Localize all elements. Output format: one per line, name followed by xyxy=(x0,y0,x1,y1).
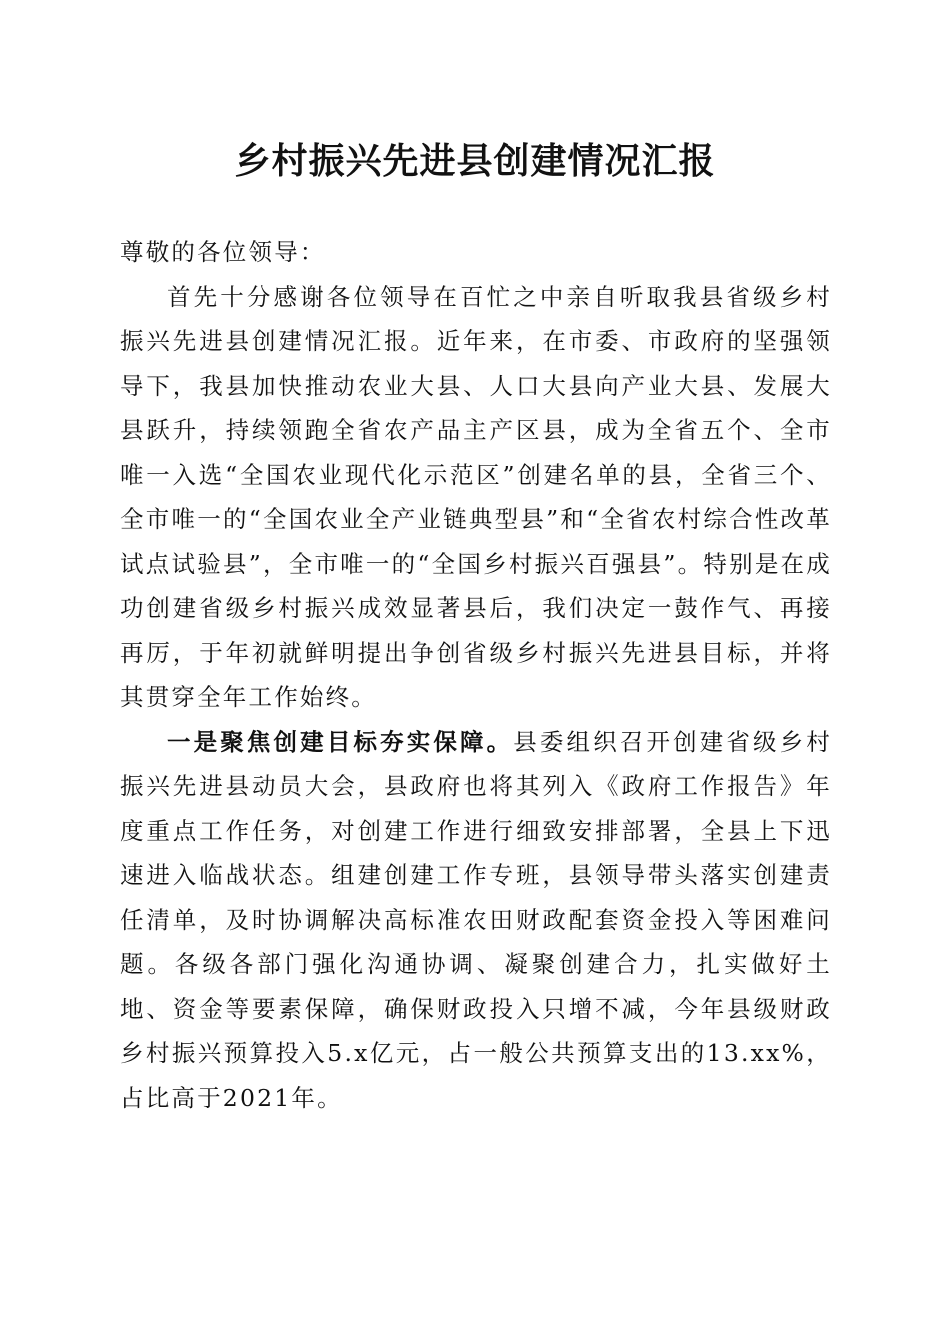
salutation: 尊敬的各位领导： xyxy=(120,238,326,266)
document-title: 乡村振兴先进县创建情况汇报 xyxy=(234,140,716,182)
document-body xyxy=(120,230,832,1120)
section-1-heading: 一是聚焦创建目标夯实保障。 xyxy=(167,727,514,756)
paragraph-intro-text: 首先十分感谢各位领导在百忙之中亲自听取我县省级乡村振兴先进县创建情况汇报。近年来，在市委、市政府的坚强领导下，我县加快推动农业大县、人口大县向产业大县、发展大县跃升，持续领跑全省农产品主产区县，成为全省五个、全市唯一入选“全国农业现代化示范区”创建名单的县，全省三个、全市唯一的“全国农业全产业链典型县”和“全省农村综合性改革试点试验县”，全市唯一的“全国乡村振兴百强县”。特别是在成功创建省级乡村振兴成效显著县后，我们决定一鼓作气、再接再厉，于年初就鲜明提出争创省级乡村振兴先进县目标，并将其贯穿全年工作始终。 xyxy=(120,282,832,711)
paragraph-intro xyxy=(120,275,832,720)
paragraph-section-1 xyxy=(120,720,832,1121)
section-1-text: 县委组织召开创建省级乡村振兴先进县动员大会，县政府也将其列入《政府工作报告》年度重点工作任务，对创建工作进行细致安排部署，全县上下迅速进入临战状态。组建创建工作专班，县领导带头落实创建责任清单，及时协调解决高标准农田财政配套资金投入等困难问题。各级各部门强化沟通协调、凝聚创建合力，扎实做好土地、资金等要素保障，确保财政投入只增不减，今年县级财政乡村振兴预算投入5.x亿元，占一般公共预算支出的13.xx%，占比高于2021年。 xyxy=(120,727,832,1112)
